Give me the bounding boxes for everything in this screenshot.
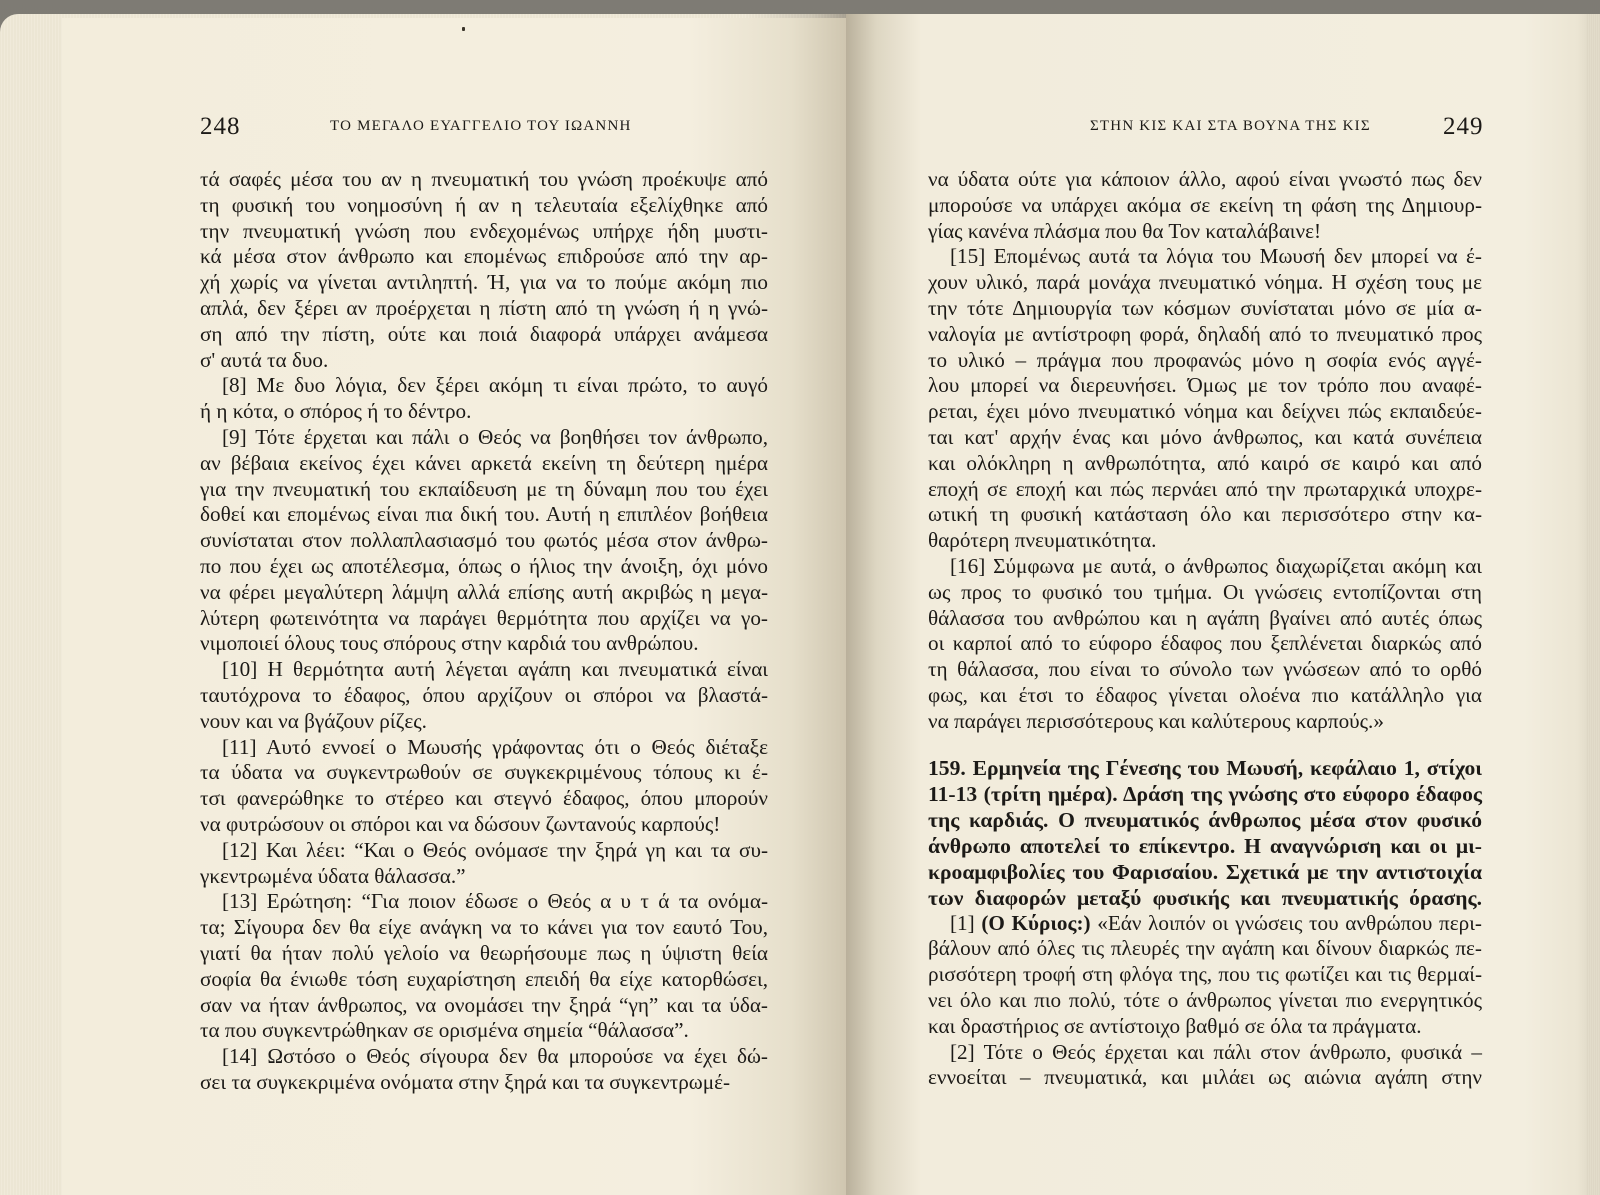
- text-line: οι καρποί από το εύφορο έδαφος που ξεπλένεται διαρκώς από: [928, 631, 1482, 656]
- paragraph-1-text: «Εάν λοιπόν οι γνώσεις του ανθρώπου περι-: [1090, 910, 1482, 935]
- text-line: θαρότερη πνευματικότητα.: [928, 528, 1157, 553]
- text-line: τη φυσική του νοημοσύνη ή αν η τελευταία εξελίχθηκε από: [200, 192, 768, 217]
- text-line: [10] Η θερμότητα αυτή λέγεται αγάπη και πνευματικά είναι: [222, 657, 768, 682]
- text-line: σαν να ήταν άνθρωπος, να ονομάσει την ξηρά “γη” και τα ύδα-: [200, 992, 768, 1017]
- text-line: τη θάλασσα, που είναι το σύνολο των γνώσεων από το ορθό: [928, 657, 1482, 682]
- heading-line: κροαμφιβολίες του Φαρισαίου. Σχετικά με την αντιστοιχία: [928, 859, 1482, 884]
- text-line: να φυτρώσουν οι σπόροι και να δώσουν ζωντανούς καρπούς!: [200, 811, 721, 836]
- paragraph-1-first-line: [928, 911, 1482, 937]
- right-fore-edge: [1586, 14, 1600, 1195]
- text-line: χή χωρίς να γίνεται αντιληπτή. Ή, για να το πούμε ακόμη πιο: [200, 270, 768, 295]
- text-line: για την πνευματική του εκπαίδευση με τη δύναμη που του έχει: [200, 476, 768, 501]
- text-line: [15] Επομένως αυτά τα λόγια του Μωυσή δεν μπορεί να έ-: [950, 244, 1482, 269]
- text-line: [8] Με δυο λόγια, δεν ξέρει ακόμη τι είναι πρώτο, το αυγό: [222, 373, 768, 398]
- text-line: ή η κότα, ο σπόρος ή το δέντρο.: [200, 399, 472, 424]
- text-line: ρεται, έχει μόνο πνευματικό νόημα και δείχνει πώς εκπαιδεύε-: [928, 399, 1482, 424]
- left-page-number: 248: [200, 113, 241, 140]
- heading-line: άνθρωπο αποτελεί το επίκεντρο. Η αναγνώριση και οι μι-: [928, 833, 1482, 858]
- text-line: [9] Τότε έρχεται και πάλι ο Θεός να βοηθήσει τον άνθρωπο,: [222, 424, 768, 449]
- text-line: γιατί θα ήταν πολύ γελοίο να θεωρήσουμε πως η ύψιστη θεία: [200, 940, 768, 965]
- text-line: λου μπορεί να διερευνήσει. Όμως με τον τρόπο που αναφέ-: [928, 373, 1482, 398]
- text-line: αν βέβαια εκείνος έχει κάνει αρκετά εκείνη τη δεύτερη ημέρα: [200, 450, 768, 475]
- text-line: φως, και έτσι το έδαφος γίνεται ολοένα πιο κατάλληλο για: [928, 682, 1482, 707]
- left-running-head: ΤΟ ΜΕΓΑΛΟ ΕΥΑΓΓΕΛΙΟ ΤΟΥ ΙΩΑΝΝΗ: [330, 118, 632, 134]
- text-line: γίας κανένα πλάσμα που θα Τον καταλάβαινε!: [928, 218, 1322, 243]
- heading-line: 11-13 (τρίτη ημέρα). Δράση της γνώσης στο εύφορο έδαφος: [928, 781, 1482, 806]
- text-line: γκεντρωμένα ύδατα θάλασσα.”: [200, 863, 466, 888]
- right-page-text-after-heading: [928, 911, 1482, 1092]
- text-line: κά μέσα στον άνθρωπο και επομένως επιδρούσε από την αρ-: [200, 244, 768, 269]
- text-line: [14] Ωστόσο ο Θεός σίγουρα δεν θα μπορούσε να έχει δώ-: [222, 1044, 768, 1069]
- text-line: [2] Τότε ο Θεός έρχεται και πάλι στον άνθρωπο, φυσικά –: [950, 1039, 1482, 1064]
- text-line: τσι φανερώθηκε το στέρεο και στεγνό έδαφος, όπου μπορούν: [200, 786, 768, 811]
- text-line: μπορούσε να υπάρχει ακόμα σε εκείνη τη φάση της Δημιουρ-: [928, 192, 1482, 217]
- text-line: ται κατ' αρχήν ένας και μόνο άνθρωπος, και κατά συνέπεια: [928, 424, 1482, 449]
- text-line: τα που συγκεντρώθηκαν σε ορισμένα σημεία “θάλασσα”.: [200, 1018, 689, 1043]
- text-line: ναλογία με αντίστροφη φορά, δηλαδή από το πνευματικό προς: [928, 321, 1482, 346]
- text-line: τα ύδατα να συγκεντρωθούν σε συγκεκριμένους τόπους κι έ-: [200, 760, 768, 785]
- right-page-number: 249: [1443, 113, 1484, 140]
- text-line: ση από την πίστη, ούτε και ποιά διαφορά υπάρχει ανάμεσα: [200, 321, 768, 346]
- text-line: και δραστήριος σε αντίστοιχο βαθμό σε όλα τα πράγματα.: [928, 1013, 1422, 1038]
- text-line: θάλασσα του ανθρώπου και η αγάπη βγαίνει από αυτές όπως: [928, 605, 1482, 630]
- text-line: την τότε Δημιουργία των κόσμων συνίσταται μόνο σε μία α-: [928, 295, 1482, 320]
- right-running-head: ΣΤΗΝ ΚΙΣ ΚΑΙ ΣΤΑ ΒΟΥΝΑ ΤΗΣ ΚΙΣ: [1090, 118, 1371, 134]
- text-line: [11] Αυτό εννοεί ο Μωυσής γράφοντας ότι ο Θεός διέταξε: [222, 734, 768, 759]
- text-line: [13] Ερώτηση: “Για ποιον έδωσε ο Θεός α υ τ ά τα ονόμα-: [222, 889, 768, 914]
- text-line: να παράγει περισσότερους και καλύτερους καρπούς.»: [928, 708, 1384, 733]
- text-line: εννοείται – πνευματικά, και μιλάει ως αιώνια αγάπη στην: [928, 1065, 1482, 1090]
- text-line: βάλουν από όλες τις πλευρές την αγάπη και δίνουν διαρκώς πε-: [928, 936, 1482, 961]
- paragraph-marker: [1]: [950, 910, 982, 935]
- text-line: ως προς το φυσικό του τμήμα. Οι γνώσεις εντοπίζονται στη: [928, 579, 1482, 604]
- text-line: ωτική τη φυσική κατάσταση όλο και περισσότερο στην κα-: [928, 502, 1482, 527]
- heading-line: της καρδιάς. Ο πνευματικός άνθρωπος μέσα στον φυσικό: [928, 807, 1482, 832]
- text-line: την πνευματική γνώση που ενδεχομένως υπήρχε ήδη μυστι-: [200, 218, 768, 243]
- text-line: ταυτόχρονα το έδαφος, όπου αρχίζουν οι σπόροι να βλαστά-: [200, 682, 768, 707]
- text-line: να ύδατα ούτε για κάποιον άλλο, αφού είναι γνωστό πως δεν: [928, 167, 1482, 191]
- text-line: νιμοποιεί όλους τους σπόρους στην καρδιά του ανθρώπου.: [200, 631, 699, 656]
- text-line: σοφία θα ένιωθε τόση ευχαρίστηση επειδή θα είχε κατορθώσει,: [200, 966, 768, 991]
- left-page-body: [200, 167, 768, 1096]
- text-line: το υλικό – πράγμα που προφανώς μόνο η σοφία ενός αγγέ-: [928, 347, 1482, 372]
- text-line: δοθεί και επομένως είναι πια δική του. Αυτή η επιπλέον βοήθεια: [200, 502, 768, 527]
- heading-line: των διαφορών μεταξύ φυσικής και πνευματικής όρασης.: [928, 885, 1482, 910]
- text-line: να φέρει μεγαλύτερη λάμψη αλλά επίσης αυτή ακριβώς η μεγα-: [200, 579, 768, 604]
- text-line: νουν και να βγάζουν ρίζες.: [200, 708, 427, 733]
- right-page-text-before-heading: [928, 167, 1482, 735]
- text-line: συνίσταται στον πολλαπλασιασμό του φωτός μέσα στον άνθρω-: [200, 528, 768, 553]
- right-page-body: [928, 167, 1482, 1091]
- text-line: απλά, δεν ξέρει αν προέρχεται η πίστη από τη γνώση ή η γνώ-: [200, 295, 768, 320]
- heading-line: 159. Ερμηνεία της Γένεσης του Μωυσή, κεφάλαιο 1, στίχοι: [928, 755, 1482, 780]
- speaker-label: (Ο Κύριος:): [981, 910, 1091, 935]
- text-line: εποχή σε εποχή και πώς περνάει από την πρωταρχικά υποχρε-: [928, 476, 1482, 501]
- text-line: σει τα συγκεκριμένα ονόματα στην ξηρά και τα συγκεντρωμέ-: [200, 1069, 731, 1094]
- text-line: [16] Σύμφωνα με αυτά, ο άνθρωπος διαχωρίζεται ακόμη και: [950, 553, 1482, 578]
- text-line: ρισσότερη τροφή στη φλόγα της, που τις φωτίζει και τις θερμαί-: [928, 962, 1482, 987]
- paper-speck: [462, 27, 465, 31]
- text-line: και ολόκληρη η ανθρωπότητα, από καιρό σε καιρό και από: [928, 450, 1482, 475]
- text-line: χουν υλικό, παρά μονάχα πνευματικό νόημα. Η σχέση τους με: [928, 270, 1482, 295]
- text-line: [12] Και λέει: “Και ο Θεός ονόμασε την ξηρά γη και τα συ-: [222, 837, 768, 862]
- text-line: τα; Σίγουρα δεν θα είχε ανάγκη να το κάνει για τον εαυτό Του,: [200, 915, 768, 940]
- text-line: τά σαφές μέσα του αν η πνευματική του γνώση προέκυψε από: [200, 167, 768, 191]
- chapter-heading: [928, 755, 1482, 911]
- text-line: λύτερη φωτεινότητα να παράγει θερμότητα που αρχίζει να γο-: [200, 605, 768, 630]
- text-line: πο που έχει ως αποτέλεσμα, όπως ο ήλιος την άνοιξη, όχι μόνο: [200, 553, 768, 578]
- text-line: νει όλο και πιο πολύ, τότε ο άνθρωπος γίνεται πιο ενεργητικός: [928, 987, 1482, 1012]
- text-line: σ' αυτά τα δυο.: [200, 347, 329, 372]
